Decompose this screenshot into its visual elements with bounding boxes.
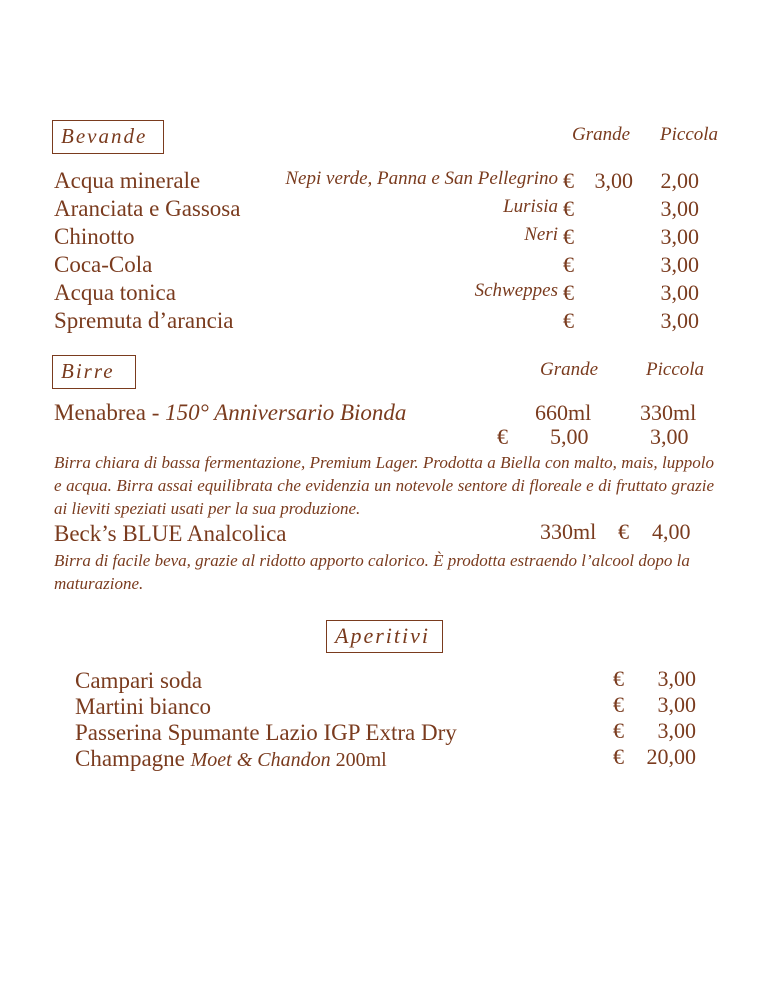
bevande-col-grande: Grande	[572, 124, 631, 145]
menabrea-currency: €	[497, 424, 508, 449]
birre-col-grande: Grande	[540, 359, 599, 380]
aperitivi-item-name: Passerina Spumante Lazio IGP Extra Dry	[75, 720, 457, 745]
bevande-item-piccola-price: 3,00	[660, 280, 699, 305]
bevande-item-name: Chinotto	[54, 224, 135, 249]
aperitivi-item-price: 3,00	[657, 692, 696, 717]
bevande-item-brand: Schweppes	[474, 280, 558, 301]
bevande-item-brand: Nepi verde, Panna e San Pellegrino	[285, 168, 558, 189]
bevande-item-currency: €	[563, 280, 574, 305]
menabrea-name-italic: 150° Anniversario Bionda	[165, 400, 407, 425]
bevande-item-currency: €	[563, 252, 574, 277]
menabrea-price-piccola: 3,00	[650, 424, 689, 449]
aperitivi-title: Aperitivi	[335, 623, 430, 648]
aperitivi-item-name-suffix: 200ml	[330, 749, 387, 771]
aperitivi-item-name-plain: Champagne	[75, 746, 191, 771]
birre-col-piccola: Piccola	[646, 359, 705, 380]
aperitivi-item-name	[75, 746, 387, 772]
bevande-item-brand: Neri	[524, 224, 558, 245]
bevande-col-piccola: Piccola	[660, 124, 719, 145]
menabrea-description: Birra chiara di bassa fermentazione, Premium Lager. Prodotta a Biella con malto, mais, luppolo e acqua. Birra assai equilibrata che evidenzia un notevole sentore di floreale e di fruttato grazie ai lieviti speziati usati per la sua produzione.	[54, 453, 714, 518]
bevande-item-name: Spremuta d’arancia	[54, 308, 234, 333]
bevande-item-piccola-price: 2,00	[660, 168, 699, 193]
bevande-item-name: Acqua minerale	[54, 168, 201, 193]
aperitivi-item-price: 3,00	[657, 666, 696, 691]
bevande-title: Bevande	[61, 124, 148, 148]
aperitivi-item-price: 3,00	[657, 718, 696, 743]
aperitivi-item-currency: €	[613, 744, 624, 769]
bevande-item-currency: €	[563, 308, 574, 333]
aperitivi-item-name: Campari soda	[75, 668, 203, 693]
aperitivi-item-currency: €	[613, 718, 624, 743]
bevande-item-name: Coca-Cola	[54, 252, 153, 277]
menabrea-price-grande: 5,00	[550, 424, 589, 449]
becks-description: Birra di facile beva, grazie al ridotto apporto calorico. È prodotta estraendo l’alcool dopo la maturazione.	[54, 551, 690, 593]
aperitivi-item-currency: €	[613, 692, 624, 717]
aperitivi-item-name-italic: Moet & Chandon	[190, 749, 331, 771]
aperitivi-item-currency: €	[613, 666, 624, 691]
bevande-section-title	[52, 120, 164, 154]
bevande-item-currency: €	[563, 224, 574, 249]
becks-size: 330ml	[540, 519, 597, 544]
menabrea-size-grande: 660ml	[535, 400, 592, 425]
aperitivi-item-name: Martini bianco	[75, 694, 212, 719]
menabrea-size-piccola: 330ml	[640, 400, 697, 425]
bevande-item-piccola-price: 3,00	[660, 196, 699, 221]
bevande-item-piccola-price: 3,00	[660, 308, 699, 333]
menabrea-name	[54, 400, 406, 426]
birre-section-title	[52, 355, 136, 389]
becks-currency: €	[618, 519, 629, 544]
bevande-item-grande-price: 3,00	[594, 168, 633, 193]
menabrea-name-plain: Menabrea -	[54, 400, 166, 425]
bevande-item-currency: €	[563, 168, 574, 193]
bevande-item-currency: €	[563, 196, 574, 221]
becks-price: 4,00	[652, 519, 691, 544]
bevande-item-piccola-price: 3,00	[660, 252, 699, 277]
aperitivi-item-price: 20,00	[646, 744, 696, 769]
aperitivi-section-title	[326, 620, 443, 653]
bevande-item-name: Aranciata e Gassosa	[54, 196, 241, 221]
bevande-item-piccola-price: 3,00	[660, 224, 699, 249]
bevande-item-name: Acqua tonica	[54, 280, 176, 305]
bevande-item-brand: Lurisia	[503, 196, 558, 217]
becks-name: Beck’s BLUE Analcolica	[54, 521, 287, 546]
birre-title: Birre	[61, 359, 115, 383]
